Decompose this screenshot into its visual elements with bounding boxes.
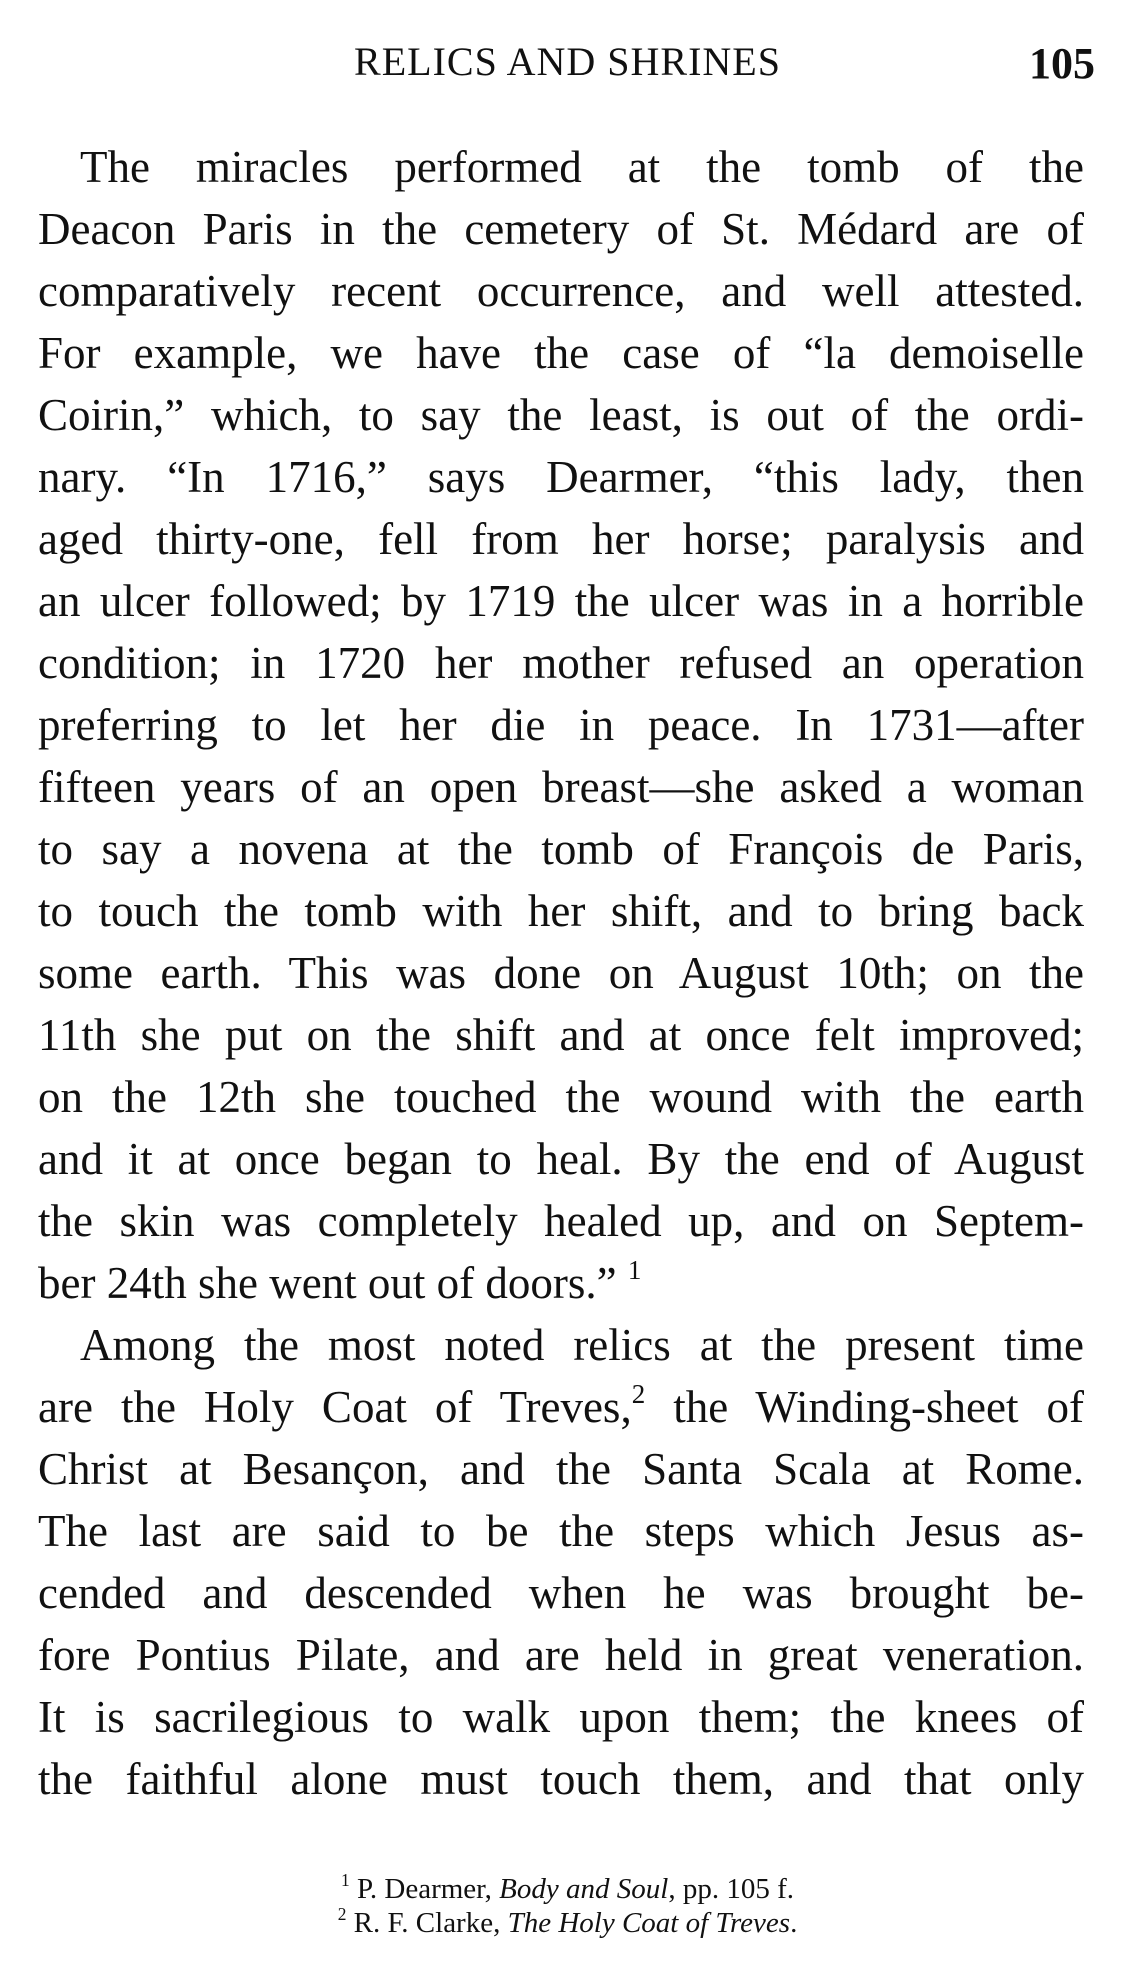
text-line: 11th she put on the shift and at once felt improved;	[38, 1010, 1084, 1060]
text-line: aged thirty-one, fell from her horse; paralysis and	[38, 514, 1084, 564]
text-line: condition; in 1720 her mother refused an operation	[38, 638, 1084, 688]
footnote-ref: 1	[627, 1255, 642, 1286]
footnote-title: The Holy Coat of Treves	[507, 1907, 791, 1939]
text-line: on the 12th she touched the wound with the earth	[38, 1072, 1084, 1122]
text-line: The last are said to be the steps which Jesus as-	[38, 1506, 1084, 1556]
text-line: fifteen years of an open breast—she asked a woman	[38, 762, 1084, 812]
text-line: to say a novena at the tomb of François de Paris,	[38, 824, 1084, 874]
text-line: fore Pontius Pilate, and are held in great veneration.	[38, 1630, 1084, 1680]
text-line: Among the most noted relics at the present time	[80, 1320, 1084, 1370]
text-line: nary. “In 1716,” says Dearmer, “this lady, then	[38, 452, 1084, 502]
text-line: comparatively recent occurrence, and well attested.	[38, 266, 1084, 316]
footnote-text: R. F. Clarke,	[346, 1907, 508, 1939]
text-span: the Winding-sheet of	[645, 1382, 1084, 1432]
text-line: and it at once began to heal. By the end of August	[38, 1134, 1084, 1184]
footnote-text: , pp. 105 f.	[668, 1873, 794, 1905]
text-line: Christ at Besançon, and the Santa Scala at Rome.	[38, 1444, 1084, 1494]
footnote-text: P. Dearmer,	[349, 1873, 500, 1905]
text-line: to touch the tomb with her shift, and to bring back	[38, 886, 1084, 936]
footnote-number: 1	[341, 1869, 350, 1890]
body-text	[38, 136, 1084, 1810]
running-title: RELICS AND SHRINES	[354, 39, 781, 84]
text-line: The miracles performed at the tomb of the	[80, 142, 1084, 192]
text-line: an ulcer followed; by 1719 the ulcer was in a horrible	[38, 576, 1084, 626]
footnote-text: .	[790, 1907, 798, 1939]
text-line: Coirin,” which, to say the least, is out of the ordi-	[38, 390, 1084, 440]
page-number: 105	[1029, 39, 1095, 88]
footnote-number: 2	[337, 1903, 347, 1924]
text-line: For example, we have the case of “la demoiselle	[38, 328, 1084, 378]
text-line: preferring to let her die in peace. In 1731—after	[38, 700, 1084, 750]
footnote-title: Body and Soul	[499, 1873, 669, 1905]
text-line: Deacon Paris in the cemetery of St. Médard are of	[38, 204, 1084, 254]
footnote-ref: 2	[631, 1379, 646, 1410]
footnotes	[0, 1869, 1135, 1940]
text-line: the skin was completely healed up, and on Septem-	[38, 1196, 1084, 1246]
footnote	[0, 1903, 1135, 1940]
text-line: It is sacrilegious to walk upon them; the knees of	[38, 1692, 1084, 1742]
text-line	[38, 1376, 1084, 1438]
text-line: the faithful alone must touch them, and that only	[38, 1754, 1084, 1804]
text-line	[38, 1252, 1084, 1314]
text-span: are the Holy Coat of Treves,	[38, 1382, 632, 1432]
footnote	[0, 1869, 1135, 1906]
text-span: ber 24th she went out of doors.”	[38, 1258, 617, 1308]
text-line: cended and descended when he was brought be-	[38, 1568, 1084, 1618]
text-line: some earth. This was done on August 10th; on the	[38, 948, 1084, 998]
running-head	[0, 38, 1135, 98]
